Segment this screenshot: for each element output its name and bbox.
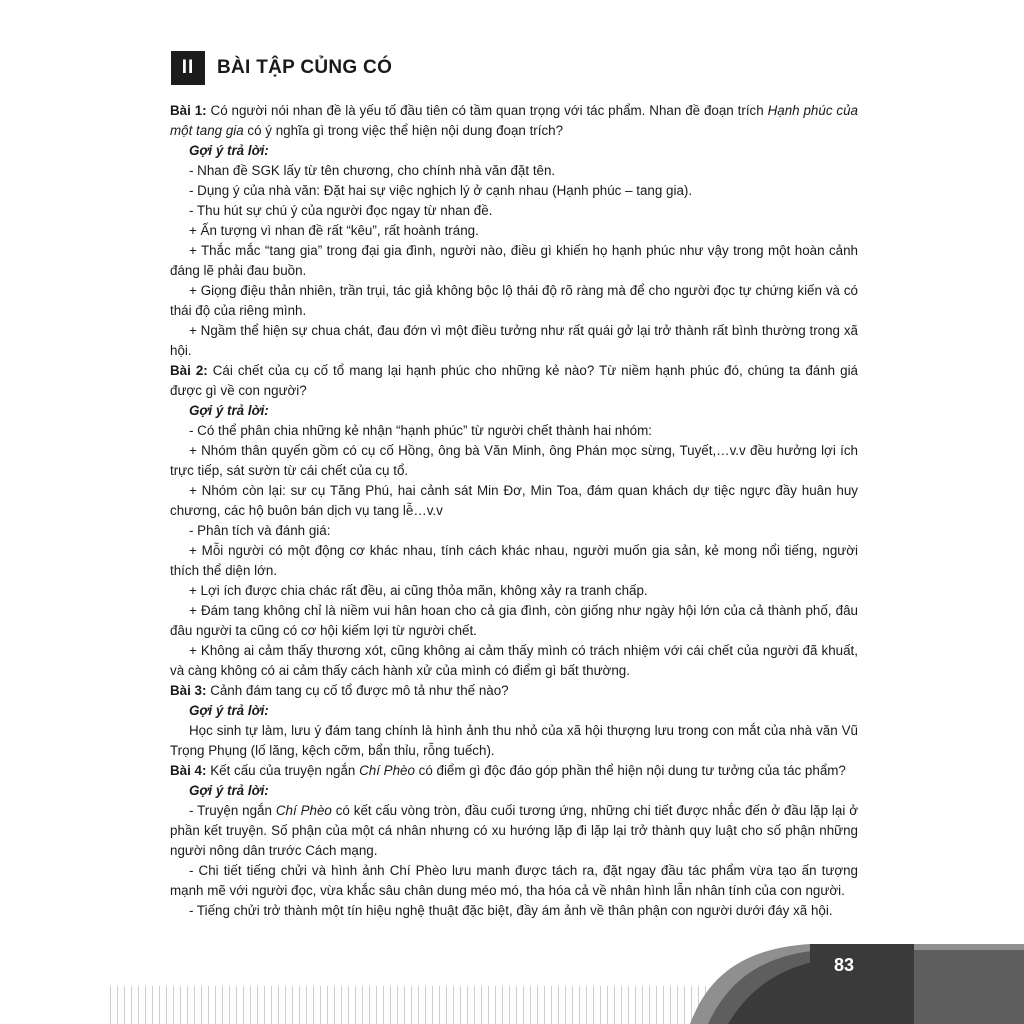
bai-2-line: - Có thể phân chia những kẻ nhận “hạnh phúc” từ người chết thành hai nhóm:: [189, 423, 652, 438]
bai-4-line: - Chi tiết tiếng chửi và hình ảnh Chí Phèo lưu manh được tách ra, đặt ngay đầu tác phẩm vừa tạo ấn tượng mạnh mẽ với người đọc, vừa khắc sâu chân dung méo mó, tha hóa cả về nhân hình lẫn nhân tính của con người.: [170, 863, 858, 898]
bai-4-work-title: Chí Phèo: [359, 763, 415, 778]
bai-4-line: - Tiếng chửi trở thành một tín hiệu nghệ thuật đặc biệt, đầy ám ảnh về thân phận con người dưới đáy xã hội.: [189, 903, 833, 918]
bai-1-line: - Nhan đề SGK lấy từ tên chương, cho chính nhà văn đặt tên.: [189, 163, 556, 178]
bai-2-hint: Gợi ý trả lời:: [189, 403, 269, 418]
bai-2-question: [170, 361, 858, 401]
bai-4-question-text-end: có điểm gì độc đáo góp phần thể hiện nội dung tư tưởng của tác phẩm?: [414, 763, 846, 778]
bai-3-question-text: Cảnh đám tang cụ cố tổ được mô tả như thế nào?: [206, 683, 509, 698]
bai-2-line: + Không ai cảm thấy thương xót, cũng không ai cảm thấy mình có trách nhiệm với cái chết của người đã khuất, và càng không có ai cảm thấy cách hành xử của mình có điểm gì bất thường.: [170, 643, 858, 678]
bai-1-line: - Thu hút sự chú ý của người đọc ngay từ nhan đề.: [189, 203, 493, 218]
bai-4-hint: Gợi ý trả lời:: [189, 783, 269, 798]
bai-4-line-1-start: - Truyện ngắn: [189, 803, 276, 818]
bai-1-line: + Ấn tượng vì nhan đề rất “kêu”, rất hoành tráng.: [189, 223, 479, 238]
bai-2-line: + Mỗi người có một động cơ khác nhau, tính cách khác nhau, người muốn gia sản, kẻ mong nổi tiếng, người thích thể diện lớn.: [170, 543, 858, 578]
bai-2-line: + Nhóm thân quyến gồm có cụ cố Hồng, ông bà Văn Minh, ông Phán mọc sừng, Tuyết,…v.v đều hưởng lợi ích trực tiếp, sát sườn từ cái chết của cụ tổ.: [170, 443, 858, 478]
section-title: BÀI TẬP CỦNG CÓ: [217, 57, 393, 78]
bai-1-line: - Dụng ý của nhà văn: Đặt hai sự việc nghịch lý ở cạnh nhau (Hạnh phúc – tang gia).: [189, 183, 693, 198]
bai-2-line: + Đám tang không chỉ là niềm vui hân hoan cho cả gia đình, còn giống như ngày hội lớn của cả thành phố, đâu đâu người ta cũng có cơ hội kiếm lợi từ người chết.: [170, 603, 858, 638]
bai-2-line: - Phân tích và đánh giá:: [189, 523, 331, 538]
bai-1-line: + Giọng điệu thản nhiên, trần trụi, tác giả không bộc lộ thái độ rõ ràng mà để cho người đọc tự chứng kiến và có thái độ của riêng mình.: [170, 283, 858, 318]
bai-1-hint: Gợi ý trả lời:: [189, 143, 269, 158]
bai-1-label: Bài 1:: [170, 103, 207, 118]
bai-1-question-text-end: có ý nghĩa gì trong việc thể hiện nội dung đoạn trích?: [243, 123, 564, 138]
bai-4-line: [170, 801, 858, 861]
bai-1-work-title: Hạnh phúc của một tang gia: [170, 103, 858, 138]
bai-1-line: + Ngầm thể hiện sự chua chát, đau đớn vì một điều tưởng như rất quái gở lại trở thành rất bình thường trong xã hội.: [170, 323, 858, 358]
bai-4-line-1-end: có kết cấu vòng tròn, đầu cuối tương ứng, những chi tiết được nhắc đến ở đầu lặp lại ở phần kết truyện. Số phận của một cá nhân nhưng có xu hướng lặp đi lặp lại trở thành quy luật cho số phận những người nông dân trước Cách mạng.: [170, 803, 858, 858]
bai-4-label: Bài 4:: [170, 763, 207, 778]
bai-2-label: Bài 2:: [170, 363, 208, 378]
bai-2-question-text: Cái chết của cụ cố tổ mang lại hạnh phúc cho những kẻ nào? Từ niềm hạnh phúc đó, chúng ta đánh giá được gì về con người?: [170, 363, 858, 398]
bai-1-question: [170, 101, 858, 141]
bai-4-question-text: Kết cấu của truyện ngắn: [206, 763, 360, 778]
footer-curve-decoration: [690, 940, 1024, 1024]
bai-3-label: Bài 3:: [170, 683, 207, 698]
section-header: [171, 50, 392, 86]
bai-2-line: + Lợi ích được chia chác rất đều, ai cũng thỏa mãn, không xảy ra tranh chấp.: [189, 583, 648, 598]
bai-3-question: [170, 681, 858, 701]
bai-4-question: [170, 761, 858, 781]
bai-1-question-text: Có người nói nhan đề là yếu tố đầu tiên có tầm quan trọng với tác phẩm. Nhan đề đoạn trích: [206, 103, 768, 118]
bai-3-hint: Gợi ý trả lời:: [189, 703, 269, 718]
exercise-content: [170, 101, 858, 921]
page-number: 83: [833, 955, 855, 975]
bai-3-line: Học sinh tự làm, lưu ý đám tang chính là hình ảnh thu nhỏ của xã hội thượng lưu trong con mắt của nhà văn Vũ Trọng Phụng (lố lăng, kệch cỡm, bẩn thỉu, rỗng tuếch).: [170, 723, 858, 758]
bai-4-line-1-work-title: Chí Phèo: [275, 803, 332, 818]
bai-1-line: + Thắc mắc “tang gia” trong đại gia đình, người nào, điều gì khiến họ hạnh phúc như vậy trong một hoàn cảnh đáng lẽ phải đau buồn.: [170, 243, 858, 278]
bai-2-line: + Nhóm còn lại: sư cụ Tăng Phú, hai cảnh sát Min Đơ, Min Toa, đám quan khách dự tiệc ngực đầy huân huy chương, các hộ buôn bán dịch vụ tang lễ…v.v: [170, 483, 858, 518]
section-number-badge: II: [171, 51, 205, 85]
